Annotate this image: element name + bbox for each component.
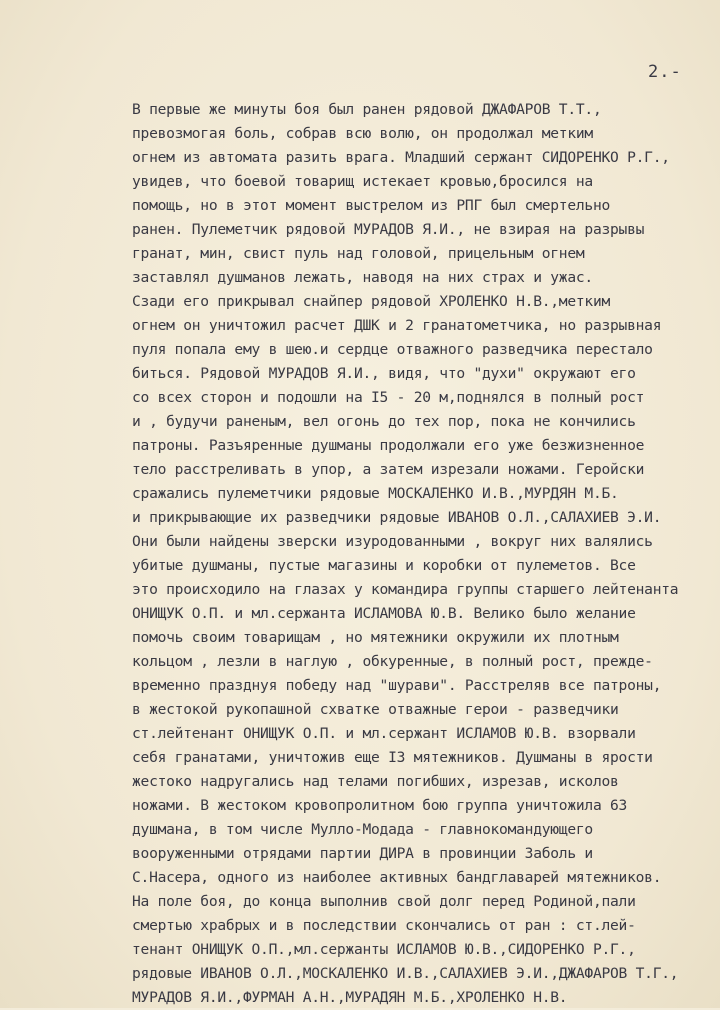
text-line: помочь своим товарищам , но мятежники окружили их плотным bbox=[132, 629, 619, 646]
text-line: вооруженными отрядами партии ДИРА в провинции Заболь и bbox=[132, 845, 593, 862]
text-line: и прикрывающие их разведчики рядовые ИВАНОВ О.Л.,САЛАХИЕВ Э.И. bbox=[132, 509, 662, 526]
text-line: себя гранатами, уничтожив еще I3 мятежников. Душманы в ярости bbox=[132, 749, 653, 766]
text-line: С.Насера, одного из наиболее активных бандглаварей мятежников. bbox=[132, 869, 662, 886]
text-line: временно празднуя победу над "шурави". Расстреляв все патроны, bbox=[132, 677, 662, 694]
text-line: рядовые ИВАНОВ О.Л.,МОСКАЛЕНКО И.В.,САЛАХИЕВ Э.И.,ДЖАФАРОВ Т.Г., bbox=[132, 965, 679, 982]
text-line: В первые же минуты боя был ранен рядовой ДЖАФАРОВ Т.Т., bbox=[132, 101, 602, 118]
text-line: и , будучи раненым, вел огонь до тех пор, пока не кончились bbox=[132, 413, 636, 430]
text-line: кольцом , лезли в наглую , обкуренные, в полный рост, прежде- bbox=[132, 653, 653, 670]
text-line: увидев, что боевой товарищ истекает кровью,бросился на bbox=[132, 173, 593, 190]
text-line: превозмогая боль, собрав всю волю, он продолжал метким bbox=[132, 125, 593, 142]
text-line: ранен. Пулеметчик рядовой МУРАДОВ Я.И., не взирая на разрывы bbox=[132, 221, 645, 238]
page-number: 2.- bbox=[648, 62, 682, 82]
text-line: МУРАДОВ Я.И.,ФУРМАН А.Н.,МУРАДЯН М.Б.,ХРОЛЕНКО Н.В. bbox=[132, 989, 568, 1006]
text-line: душмана, в том числе Мулло-Модада - главнокомандующего bbox=[132, 821, 593, 838]
text-line: ОНИЩУК О.П. и мл.сержанта ИСЛАМОВА Ю.В. Велико было желание bbox=[132, 605, 636, 622]
text-line: в жестокой рукопашной схватке отважные герои - разведчики bbox=[132, 701, 619, 718]
text-line: это происходило на глазах у командира группы старшего лейтенанта bbox=[132, 581, 679, 598]
text-line: ножами. В жестоком кровопролитном бою группа уничтожила 63 bbox=[132, 797, 628, 814]
text-line: сражались пулеметчики рядовые МОСКАЛЕНКО И.В.,МУРДЯН М.Б. bbox=[132, 485, 619, 502]
text-line: жестоко надругались над телами погибших, изрезав, исколов bbox=[132, 773, 619, 790]
text-line: смертью храбрых и в последствии скончались от ран : ст.лей- bbox=[132, 917, 636, 934]
text-line: Сзади его прикрывал снайпер рядовой ХРОЛЕНКО Н.В.,метким bbox=[132, 293, 611, 310]
text-line: гранат, мин, свист пуль над головой, прицельным огнем bbox=[132, 245, 585, 262]
text-line: заставлял душманов лежать, наводя на них страх и ужас. bbox=[132, 269, 593, 286]
text-line: тенант ОНИЩУК О.П.,мл.сержанты ИСЛАМОВ Ю.В.,СИДОРЕНКО Р.Г., bbox=[132, 941, 636, 958]
text-line: Они были найдены зверски изуродованными , вокруг них валялись bbox=[132, 533, 653, 550]
text-line: убитые душманы, пустые магазины и коробки от пулеметов. Все bbox=[132, 557, 636, 574]
text-line: ст.лейтенант ОНИЩУК О.П. и мл.сержант ИСЛАМОВ Ю.В. взорвали bbox=[132, 725, 636, 742]
text-line: патроны. Разъяренные душманы продолжали его уже безжизненное bbox=[132, 437, 645, 454]
text-line: огнем он уничтожил расчет ДШК и 2 гранатометчика, но разрывная bbox=[132, 317, 662, 334]
text-line: со всех сторон и подошли на I5 - 20 м,поднялся в полный рост bbox=[132, 389, 645, 406]
text-line: На поле боя, до конца выполнив свой долг перед Родиной,пали bbox=[132, 893, 636, 910]
text-line: помощь, но в этот момент выстрелом из РПГ был смертельно bbox=[132, 197, 611, 214]
text-line: пуля попала ему в шею.и сердце отважного разведчика перестало bbox=[132, 341, 653, 358]
text-line: биться. Рядовой МУРАДОВ Я.И., видя, что "духи" окружают его bbox=[132, 365, 636, 382]
typed-body bbox=[132, 98, 718, 1010]
text-line: огнем из автомата разить врага. Младший сержант СИДОРЕНКО Р.Г., bbox=[132, 149, 670, 166]
text-line: тело расстреливать в упор, а затем изрезали ножами. Геройски bbox=[132, 461, 645, 478]
